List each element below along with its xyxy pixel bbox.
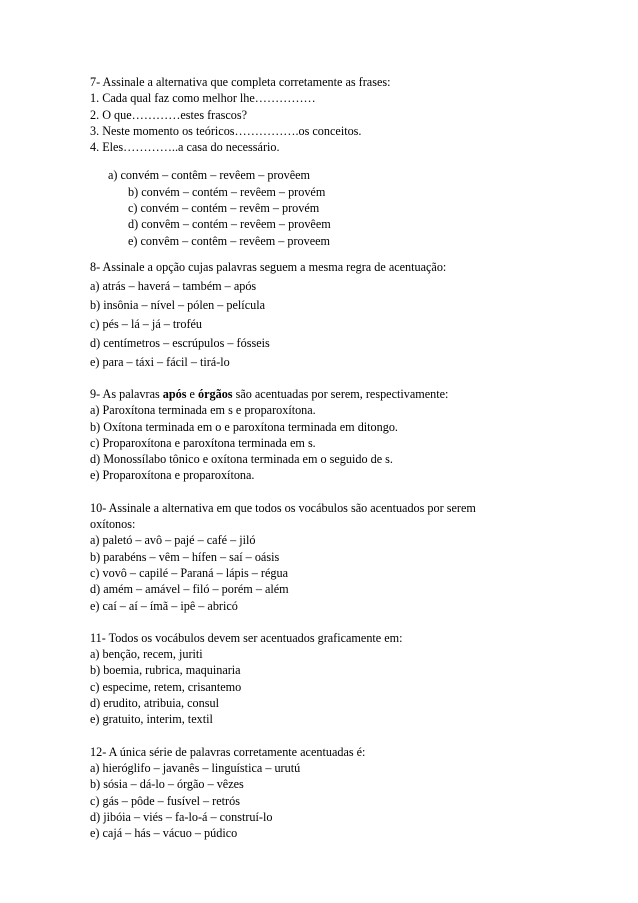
question-10-prompt: 10- Assinale a alternativa em que todos os vocábulos são acentuados por serem oxítonos: (90, 500, 476, 532)
question-9 (90, 386, 590, 484)
question-11-prompt: 11- Todos os vocábulos devem ser acentuados graficamente em: (90, 630, 403, 645)
question-7-option-b: b) convém – contém – revêem – provém (128, 184, 326, 199)
question-9-prompt (90, 386, 590, 402)
question-12-option-e: e) cajá – hás – vácuo – púdico (90, 826, 238, 841)
question-8-option-d: d) centímetros – escrúpulos – fósseis (90, 335, 270, 350)
question-7-item: 3. Neste momento os teóricos…………….os conceitos. (90, 123, 362, 138)
question-10-option-e: e) caí – aí – ímã – ipê – abricó (90, 598, 238, 613)
question-9-word-2: órgãos (198, 386, 233, 401)
question-12-prompt: 12- A única série de palavras corretamente acentuadas é: (90, 744, 366, 759)
question-11-option-e: e) gratuito, interim, textil (90, 712, 213, 727)
question-7 (90, 74, 590, 249)
question-8-option-e: e) para – táxi – fácil – tirá-lo (90, 354, 230, 369)
question-10-option-d: d) amém – amável – filó – porém – além (90, 582, 289, 597)
question-7-item: 2. O que…………estes frascos? (90, 107, 248, 122)
question-9-prompt-start: 9- As palavras (90, 386, 163, 401)
question-7-option-c: c) convém – contém – revêm – provém (128, 201, 320, 216)
question-11-option-d: d) erudito, atribuia, consul (90, 696, 219, 711)
question-9-conjunction: e (186, 386, 199, 401)
question-9-option-a: a) Paroxítona terminada em s e proparoxítona. (90, 403, 316, 418)
question-9-word-1: após (162, 386, 187, 401)
question-12-option-a: a) hieróglifo – javanês – linguística – urutú (90, 760, 301, 775)
question-7-item: 4. Eles…………..a casa do necessário. (90, 140, 280, 155)
document-page (90, 74, 590, 841)
question-7-option-a: a) convém – contêm – revêem – provêem (108, 168, 311, 183)
question-10-option-a: a) paletó – avô – pajé – café – jiló (90, 533, 256, 548)
question-8 (90, 258, 590, 372)
question-7-option-d: d) convêm – contém – revêem – provêem (128, 217, 331, 232)
question-11-option-b: b) boemia, rubrica, maquinaria (90, 663, 241, 678)
question-11 (90, 630, 590, 728)
question-9-option-b: b) Oxítona terminada em o e paroxítona terminada em ditongo. (90, 419, 398, 434)
question-11-option-a: a) benção, recem, juriti (90, 647, 203, 662)
question-10 (90, 500, 590, 614)
question-11-option-c: c) especime, retem, crisantemo (90, 679, 242, 694)
question-9-option-d: d) Monossílabo tônico e oxítona terminada em o seguido de s. (90, 452, 393, 467)
question-7-option-e: e) convêm – contêm – revêem – proveem (128, 233, 331, 248)
question-9-option-c: c) Proparoxítona e paroxítona terminada em s. (90, 435, 316, 450)
question-9-prompt-end: são acentuadas por serem, respectivamente: (232, 386, 449, 401)
question-8-option-b: b) insônia – nível – pólen – película (90, 297, 265, 312)
question-12 (90, 744, 590, 842)
question-12-option-b: b) sósia – dá-lo – órgão – vêzes (90, 777, 244, 792)
question-12-option-c: c) gás – pôde – fusível – retrós (90, 793, 240, 808)
question-7-item: 1. Cada qual faz como melhor lhe…………… (90, 91, 316, 106)
question-12-option-d: d) jibóia – viés – fa-lo-á – construí-lo (90, 809, 273, 824)
question-10-option-b: b) parabéns – vêm – hífen – saí – oásis (90, 549, 280, 564)
question-9-option-e: e) Proparoxítona e proparoxítona. (90, 468, 255, 483)
question-10-option-c: c) vovô – capilé – Paraná – lápis – régua (90, 565, 288, 580)
question-7-prompt: 7- Assinale a alternativa que completa corretamente as frases: (90, 75, 391, 89)
question-8-prompt: 8- Assinale a opção cujas palavras seguem a mesma regra de acentuação: (90, 259, 447, 274)
question-8-option-c: c) pés – lá – já – troféu (90, 316, 203, 331)
question-8-option-a: a) atrás – haverá – também – após (90, 278, 257, 293)
